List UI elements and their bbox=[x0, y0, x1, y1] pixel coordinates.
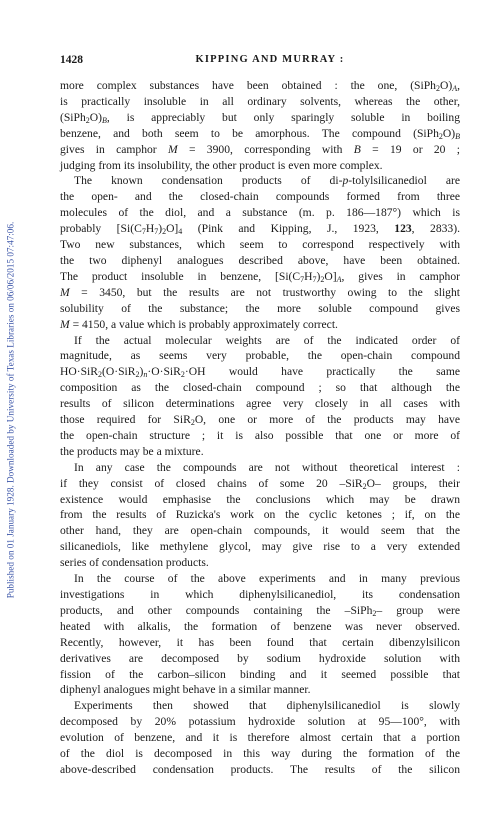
text-run: composition as the closed-chain compound ; so that although the bbox=[60, 381, 460, 395]
text-run: 2 bbox=[435, 84, 440, 93]
text-run: 7 bbox=[300, 274, 305, 284]
text-run: heated with alkalis, the formation of benzene was never observed. bbox=[60, 619, 460, 633]
text-run: 123 bbox=[394, 222, 412, 236]
text-run: O) bbox=[442, 126, 456, 140]
text-line bbox=[60, 348, 460, 364]
text-line bbox=[60, 189, 460, 205]
text-run: the open- and the closed-chain compounds formed from three bbox=[60, 190, 460, 204]
text-line bbox=[60, 603, 460, 619]
text-line bbox=[60, 301, 460, 317]
text-line bbox=[60, 460, 460, 476]
text-line bbox=[60, 571, 460, 587]
text-run: Experiments then showed that diphenylsilicanediol is slowly bbox=[74, 699, 460, 713]
text-run: the open-chain structure ; it is also possible that one or more of bbox=[60, 428, 460, 442]
text-run: Recently, however, it has been found that certain dibenzylsilicon bbox=[60, 635, 460, 649]
text-run: judging from its insolubility, the other product is even more complex. bbox=[60, 158, 383, 172]
text-run: investigations in which diphenylsilicanediol, its condensation bbox=[60, 588, 460, 601]
text-run: other hand, they are open-chain compounds, it would seem that the bbox=[60, 524, 460, 538]
text-run: = 3450, but the results are not trustworthy owing to the slight bbox=[69, 285, 460, 299]
text-run: B bbox=[455, 131, 460, 141]
text-run: O) bbox=[89, 110, 103, 124]
text-run: The product insoluble in benzene, [Si(C bbox=[60, 269, 301, 283]
text-run: 2 bbox=[438, 131, 443, 141]
text-line bbox=[60, 507, 460, 523]
text-run: = 3900, corresponding with bbox=[177, 142, 354, 156]
text-line bbox=[60, 428, 460, 444]
text-line bbox=[60, 698, 460, 714]
text-run: M bbox=[167, 142, 178, 156]
text-run: O) bbox=[439, 79, 453, 92]
text-run: benzene, and both seem to be amorphous. The compound (SiPh bbox=[60, 126, 439, 140]
text-line bbox=[60, 412, 460, 428]
article-body bbox=[60, 78, 460, 778]
text-run: (Pink and Kipping, J., 1923, bbox=[182, 222, 395, 236]
text-run: more complex substances have been obtained : the one, (SiPh bbox=[60, 79, 436, 92]
text-run: ) bbox=[158, 222, 163, 236]
running-head: KIPPING AND MURRAY : bbox=[195, 54, 345, 65]
text-line bbox=[60, 364, 460, 380]
text-run: – group were bbox=[376, 603, 460, 617]
text-run: O, one or more of the products may have bbox=[194, 413, 460, 427]
text-run: 7 bbox=[154, 227, 159, 237]
text-run: , 2833). bbox=[411, 222, 460, 236]
text-run: = 19 or 20 ; bbox=[360, 142, 460, 156]
text-line bbox=[60, 285, 460, 301]
text-run: series of condensation products. bbox=[60, 556, 209, 570]
text-line bbox=[60, 492, 460, 508]
text-line bbox=[60, 651, 460, 667]
text-run: O– groups, their bbox=[366, 476, 460, 490]
text-run: H bbox=[304, 269, 313, 283]
text-run: A bbox=[452, 84, 458, 93]
text-run: evolution of benzene, and it is therefore almost certain that a portion bbox=[60, 731, 460, 745]
text-run: those required for SiR bbox=[60, 413, 191, 427]
text-line bbox=[60, 173, 460, 189]
text-run: M bbox=[60, 317, 70, 331]
text-run: , is appreciably but only sparingly soluble in boiling bbox=[106, 110, 460, 124]
text-run: , bbox=[457, 79, 460, 92]
text-line bbox=[60, 762, 460, 778]
text-run: magnitude, as seems very probable, the open-chain compound bbox=[60, 349, 460, 363]
text-run: existence would emphasise the conclusions which may be drawn bbox=[60, 492, 460, 506]
text-run: 2 bbox=[190, 418, 195, 428]
text-line bbox=[60, 682, 460, 698]
text-run: 2 bbox=[180, 370, 185, 380]
text-line bbox=[60, 587, 460, 603]
text-line bbox=[60, 555, 460, 571]
text-run: A bbox=[336, 274, 342, 284]
text-line bbox=[60, 746, 460, 762]
text-run: fission of the carbon–silicon binding and it seemed possible that bbox=[60, 667, 460, 681]
text-run: n bbox=[143, 370, 148, 380]
download-notice-text: Published on 01 January 1928. Downloaded by University of Texas Libraries on 06/06/2015 07:47:06. bbox=[5, 221, 15, 599]
text-run: 2 bbox=[162, 227, 167, 237]
text-run: ) bbox=[316, 269, 321, 283]
text-run: O] bbox=[166, 222, 179, 236]
text-run: decomposed by 20% potassium hydroxide solution at 95—100°, with bbox=[60, 715, 460, 729]
text-run: 4 bbox=[178, 227, 183, 237]
text-run: probably [Si(C bbox=[60, 222, 142, 236]
text-line bbox=[60, 539, 460, 555]
text-run: = 4150, a value which is probably approximately correct. bbox=[69, 317, 338, 331]
text-line bbox=[60, 730, 460, 746]
text-run: p bbox=[342, 174, 349, 188]
text-line bbox=[60, 714, 460, 730]
text-run: 2 bbox=[320, 274, 325, 284]
text-line bbox=[60, 396, 460, 412]
text-run: gives in camphor bbox=[60, 142, 168, 156]
text-run: O] bbox=[324, 269, 337, 283]
text-line bbox=[60, 78, 460, 94]
text-run: Two new substances, which seem to correspond respectively with bbox=[60, 238, 460, 252]
text-line bbox=[60, 94, 460, 110]
text-run: the products may be a mixture. bbox=[60, 444, 204, 458]
text-run: B bbox=[353, 142, 361, 156]
text-run: 2 bbox=[372, 608, 377, 618]
text-line bbox=[60, 635, 460, 651]
text-line bbox=[60, 476, 460, 492]
text-line bbox=[60, 667, 460, 683]
text-line bbox=[60, 221, 460, 237]
text-run: H bbox=[145, 222, 155, 236]
text-line bbox=[60, 333, 460, 349]
text-line bbox=[60, 110, 460, 126]
text-line bbox=[60, 317, 460, 333]
text-run: B bbox=[102, 115, 107, 125]
text-run: 2 bbox=[362, 481, 367, 491]
text-run: is practically insoluble in all ordinary solvents, whereas the other, bbox=[60, 94, 460, 108]
text-run: (O·SiR bbox=[102, 365, 136, 379]
text-run: HO·SiR bbox=[60, 365, 99, 379]
page-header bbox=[60, 54, 460, 68]
text-run: If the actual molecular weights are of the indicated order of bbox=[74, 333, 460, 347]
text-line bbox=[60, 158, 460, 174]
text-run: from the results of Ruzicka's work on the cyclic ketones ; if, on the bbox=[60, 508, 460, 522]
text-run: ·OH would have practically the same bbox=[184, 365, 460, 379]
text-run: , gives in camphor bbox=[341, 269, 460, 283]
text-run: ) bbox=[139, 365, 144, 379]
text-run: derivatives are decomposed by sodium hydroxide solution with bbox=[60, 651, 460, 665]
text-run: M bbox=[60, 285, 70, 299]
text-line bbox=[60, 126, 460, 142]
text-run: 7 bbox=[312, 274, 317, 284]
text-run: molecules of the diol, and a substance (m. p. 186—187°) which is bbox=[60, 206, 460, 220]
text-run: diphenyl analogues might behave in a similar manner. bbox=[60, 683, 311, 697]
text-run: solubility of the substance; the more soluble compound gives bbox=[60, 301, 460, 315]
text-line bbox=[60, 142, 460, 158]
text-run: In the course of the above experiments and in many previous bbox=[74, 572, 460, 586]
download-watermark bbox=[2, 70, 18, 750]
text-run: 2 bbox=[85, 115, 90, 125]
text-line bbox=[60, 237, 460, 253]
text-run: In any case the compounds are not without theoretical interest : bbox=[74, 460, 460, 474]
text-run: if they consist of closed chains of some 20 –SiR bbox=[60, 476, 363, 490]
text-run: silicanediols, like methylene glycol, may give rise to a very extended bbox=[60, 540, 460, 554]
text-run: ·O·SiR bbox=[147, 365, 181, 379]
text-line bbox=[60, 523, 460, 539]
text-line bbox=[60, 444, 460, 460]
text-line bbox=[60, 269, 460, 285]
text-run: -tolylsilicanediol are bbox=[348, 174, 460, 188]
text-run: the two diphenyl analogues described above, have been obtained. bbox=[60, 253, 460, 267]
text-line bbox=[60, 619, 460, 635]
text-run: The known condensation products of di- bbox=[74, 174, 343, 188]
text-run: 2 bbox=[98, 370, 103, 380]
text-line bbox=[60, 205, 460, 221]
page-number: 1428 bbox=[60, 54, 83, 66]
text-run: results of silicon determinations agree very closely in all cases with bbox=[60, 397, 460, 411]
text-line bbox=[60, 380, 460, 396]
text-run: 2 bbox=[135, 370, 140, 380]
text-run: products, and other compounds containing the –SiPh bbox=[60, 603, 373, 617]
text-run: above-described condensation products. The results of the silicon bbox=[60, 762, 460, 776]
text-run: 7 bbox=[141, 227, 146, 237]
text-run: (SiPh bbox=[60, 110, 86, 124]
text-line bbox=[60, 253, 460, 269]
text-run: of the diol is decomposed in this way during the formation of the bbox=[60, 747, 460, 761]
